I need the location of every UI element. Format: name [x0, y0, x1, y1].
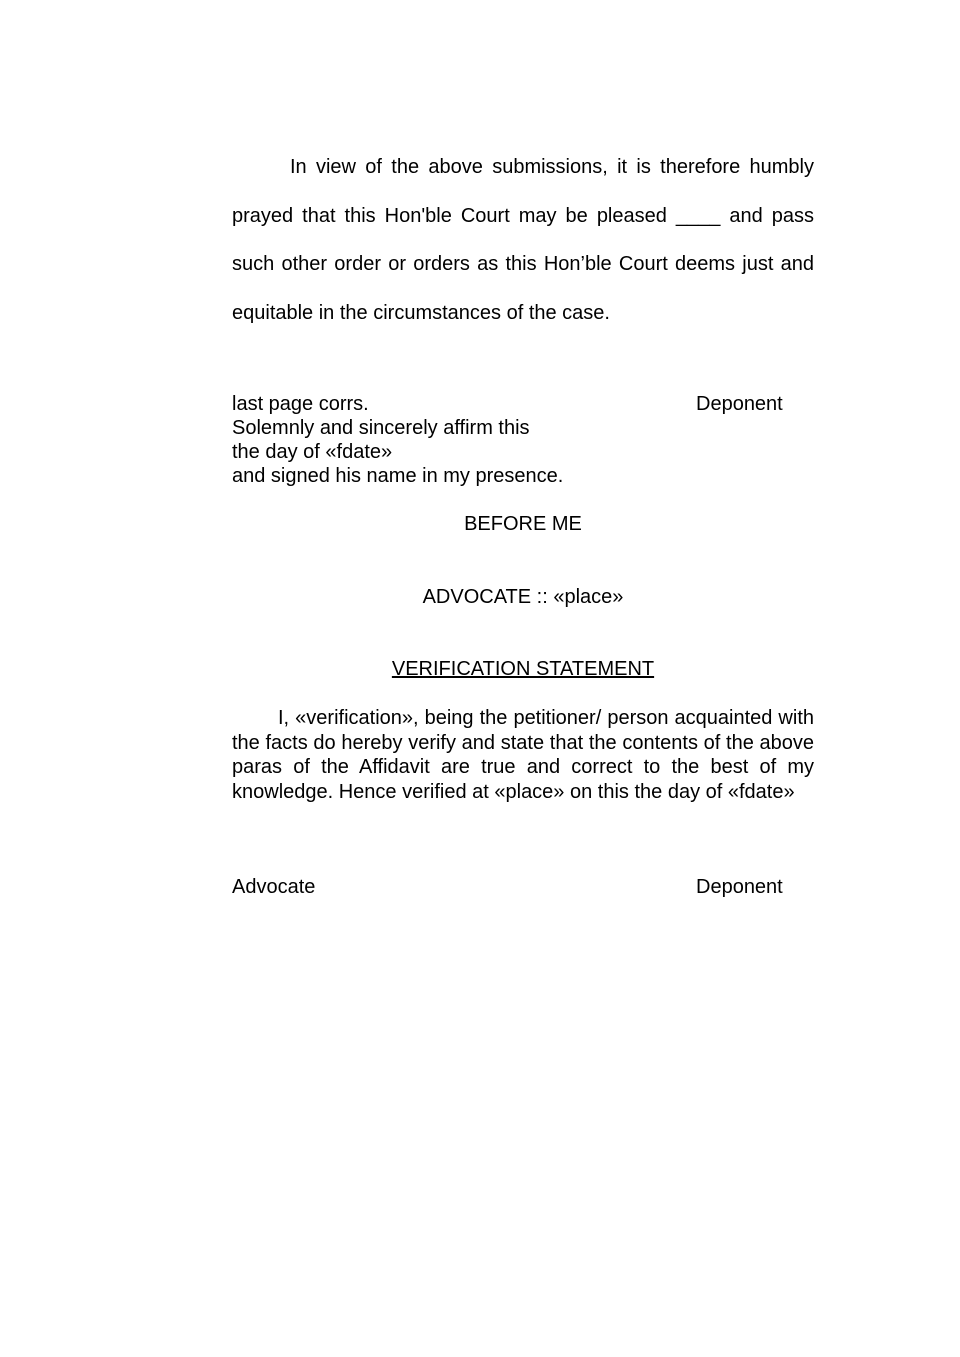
attestation-date-line: the day of «fdate» [232, 441, 393, 463]
attestation-first-row [232, 392, 814, 416]
attestation-affirm-line: Solemnly and sincerely affirm this [232, 417, 530, 439]
verification-paragraph: I, «verification», being the petitioner/ person acquainted with the facts do hereby verify and state that the contents of the above paras of the Affidavit are true and correct to the best of my knowledge. Hence verified at «place» on this the day of «fdate» [232, 707, 814, 803]
prayer-paragraph: In view of the above submissions, it is therefore humbly prayed that this Hon'ble Court may be pleased ____ and pass such other order or orders as this Hon’ble Court deems just and equitable in the circumstances of the case. [232, 156, 814, 324]
before-me-heading: BEFORE ME [464, 513, 582, 535]
deponent-label-top: Deponent [696, 393, 783, 415]
document-page [232, 0, 814, 1357]
advocate-signature-label: Advocate [232, 876, 316, 898]
last-page-note: last page corrs. [232, 393, 369, 415]
attestation-signed-line: and signed his name in my presence. [232, 465, 564, 487]
advocate-place-line: ADVOCATE :: «place» [422, 586, 624, 608]
deponent-signature-label: Deponent [696, 876, 783, 898]
verification-heading: VERIFICATION STATEMENT [391, 658, 655, 680]
signature-row [232, 875, 814, 899]
